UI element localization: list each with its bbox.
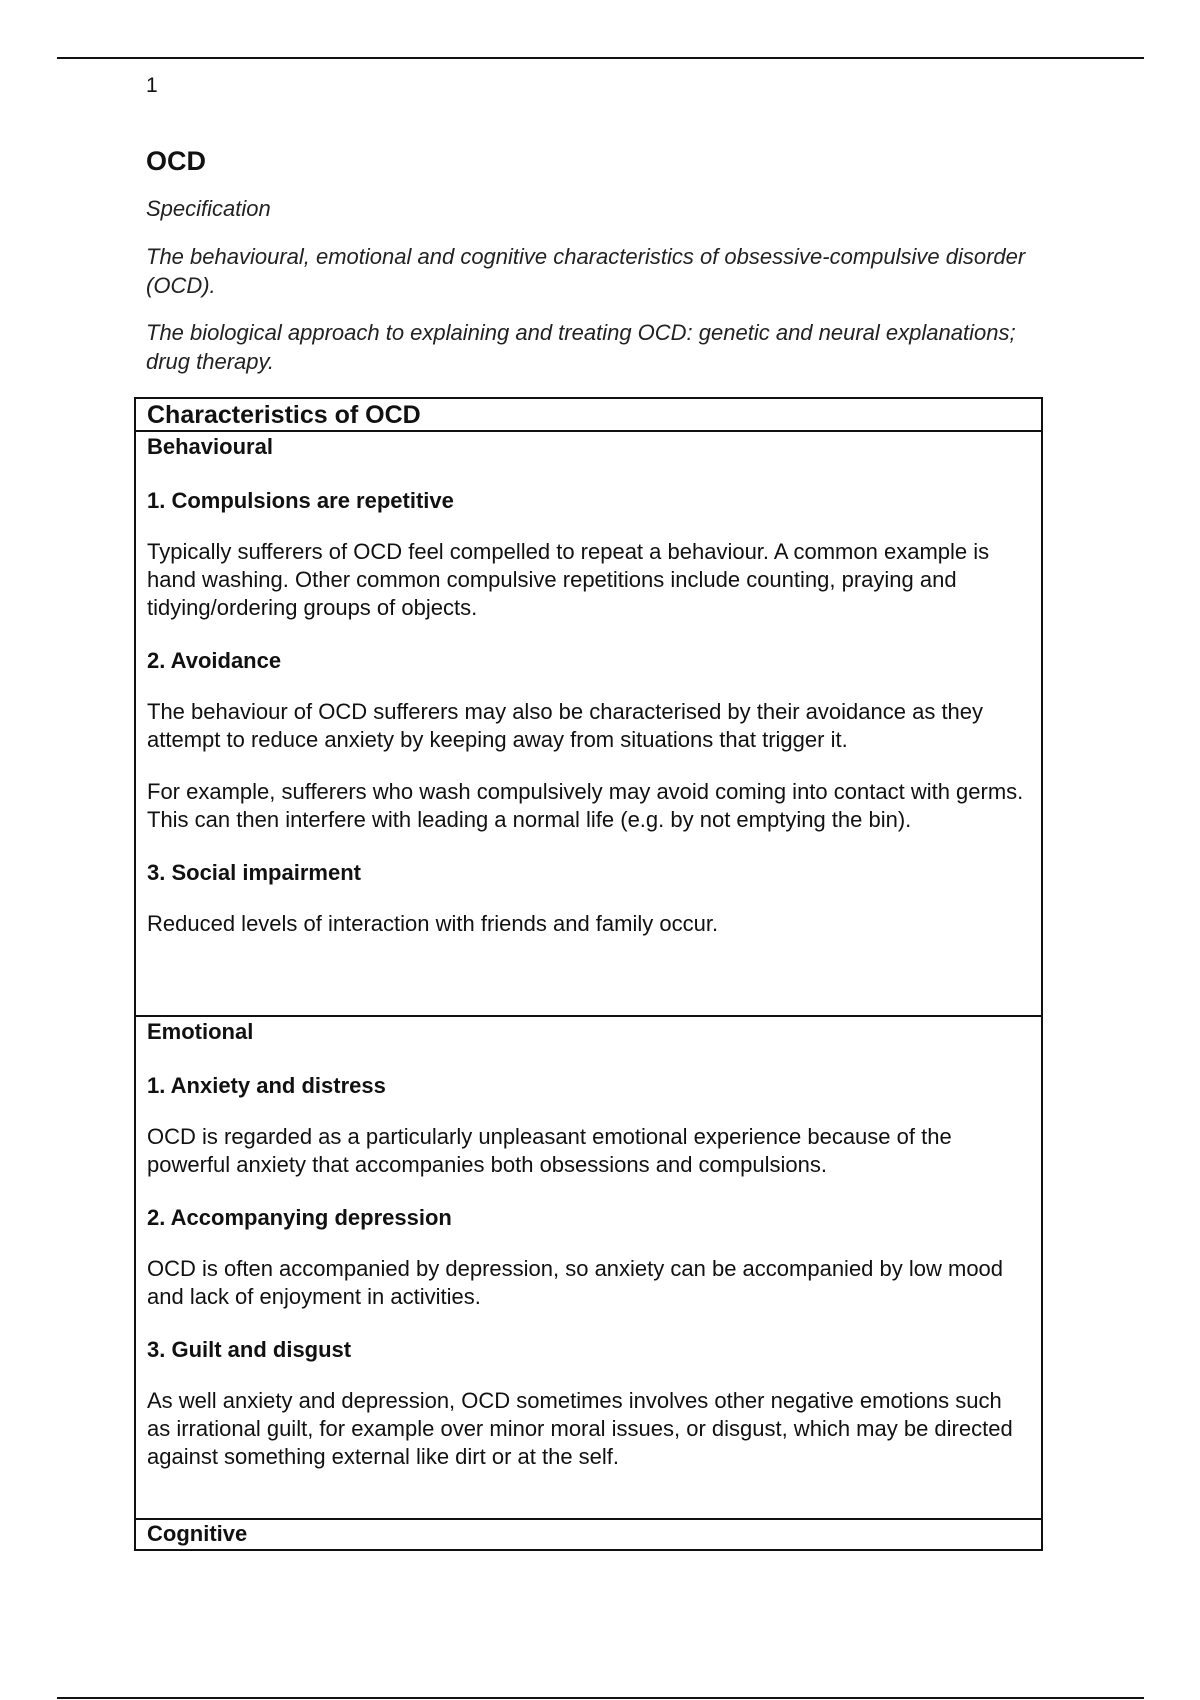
item-paragraph: For example, sufferers who wash compulsively may avoid coming into contact with germs. This can then interfere with leading a normal life (e.g. by not emptying the bin). [147, 779, 1024, 832]
item-heading: 3. Social impairment [147, 860, 361, 885]
item-paragraph: Typically sufferers of OCD feel compelled to repeat a behaviour. A common example is hand washing. Other common compulsive repetitions include counting, praying and tidying/ordering groups of objects. [147, 539, 990, 620]
characteristics-table [134, 397, 1043, 1551]
section-heading: Behavioural [147, 434, 273, 459]
item-heading: 3. Guilt and disgust [147, 1337, 352, 1362]
document-title: OCD [146, 146, 206, 176]
bottom-rule [57, 1697, 1144, 1699]
item-paragraph: OCD is regarded as a particularly unpleasant emotional experience because of the powerful anxiety that accompanies both obsessions and compulsions. [147, 1124, 952, 1177]
emotional-section [136, 1017, 1041, 1520]
item-heading: 2. Avoidance [147, 648, 282, 673]
item-paragraph: OCD is often accompanied by depression, so anxiety can be accompanied by low mood and lack of enjoyment in activities. [147, 1256, 1004, 1309]
specification-paragraph: The biological approach to explaining and treating OCD: genetic and neural explanations; drug therapy. [146, 320, 1016, 374]
specification-paragraph: The behavioural, emotional and cognitive characteristics of obsessive-compulsive disorder (OCD). [146, 244, 1026, 298]
cognitive-section [136, 1520, 1041, 1549]
section-heading: Emotional [147, 1019, 254, 1044]
specification-label: Specification [146, 196, 271, 221]
item-paragraph: As well anxiety and depression, OCD sometimes involves other negative emotions such as irrational guilt, for example over minor moral issues, or disgust, which may be directed against something external like dirt or at the self. [147, 1388, 1013, 1469]
item-paragraph: Reduced levels of interaction with friends and family occur. [147, 911, 719, 936]
item-paragraph: The behaviour of OCD sufferers may also be characterised by their avoidance as they attempt to reduce anxiety by keeping away from situations that trigger it. [147, 699, 984, 752]
item-heading: 2. Accompanying depression [147, 1205, 452, 1230]
table-heading: Characteristics of OCD [136, 399, 1041, 432]
item-heading: 1. Compulsions are repetitive [147, 488, 454, 513]
item-heading: 1. Anxiety and distress [147, 1073, 386, 1098]
top-rule [57, 57, 1144, 59]
section-heading: Cognitive [147, 1521, 248, 1546]
page-number: 1 [146, 74, 158, 97]
behavioural-section [136, 432, 1041, 1017]
